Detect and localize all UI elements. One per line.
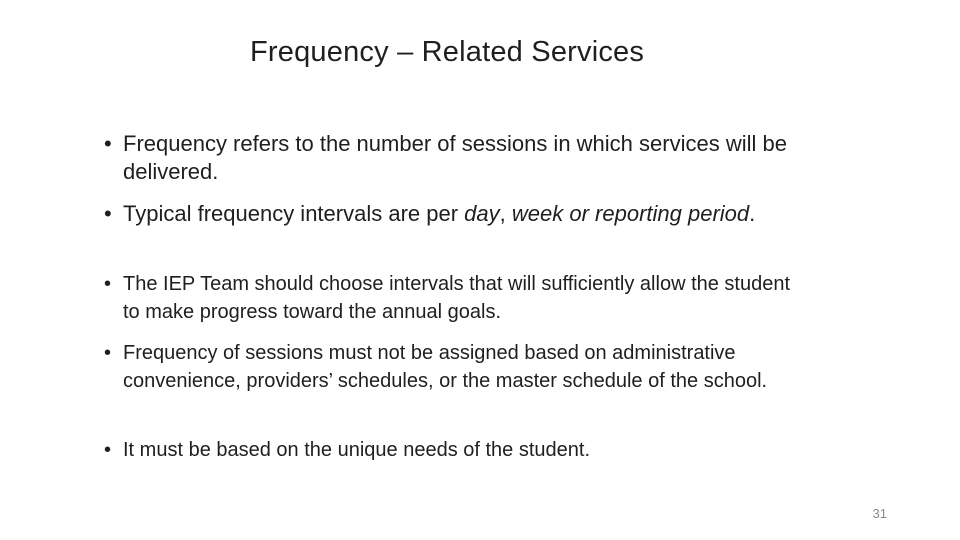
bullet-text: Frequency refers to the number of sessions in which services will be delivered. xyxy=(123,131,787,184)
bullet-text-part: , xyxy=(499,201,512,226)
bullet-item-3 xyxy=(104,270,804,326)
bullet-text-part: . xyxy=(749,201,756,226)
bullet-item-5 xyxy=(104,436,804,464)
bullet-icon: • xyxy=(104,439,112,461)
bullet-icon: • xyxy=(104,201,112,226)
slide-title: Frequency – Related Services xyxy=(250,36,645,68)
bullet-list xyxy=(104,130,804,477)
bullet-icon: • xyxy=(104,131,112,156)
bullet-icon: • xyxy=(104,342,112,364)
bullet-text: The IEP Team should choose intervals that will sufficiently allow the student to make progress toward the annual goals. xyxy=(123,273,791,323)
bullet-item-1 xyxy=(104,130,804,186)
bullet-text-emphasis: day xyxy=(464,201,500,226)
bullet-text-emphasis: week or reporting period xyxy=(511,201,750,226)
bullet-icon: • xyxy=(104,273,112,295)
bullet-item-4 xyxy=(104,339,804,423)
bullet-text: It must be based on the unique needs of the student. xyxy=(123,439,591,461)
bullet-text xyxy=(123,200,804,228)
page-number: 31 xyxy=(872,506,887,521)
bullet-text-part: Typical frequency intervals are per xyxy=(123,201,465,226)
bullet-item-2 xyxy=(104,200,804,256)
bullet-text: Frequency of sessions must not be assigned based on administrative convenience, providers’ schedules, or the master schedule of the school. xyxy=(123,342,768,392)
